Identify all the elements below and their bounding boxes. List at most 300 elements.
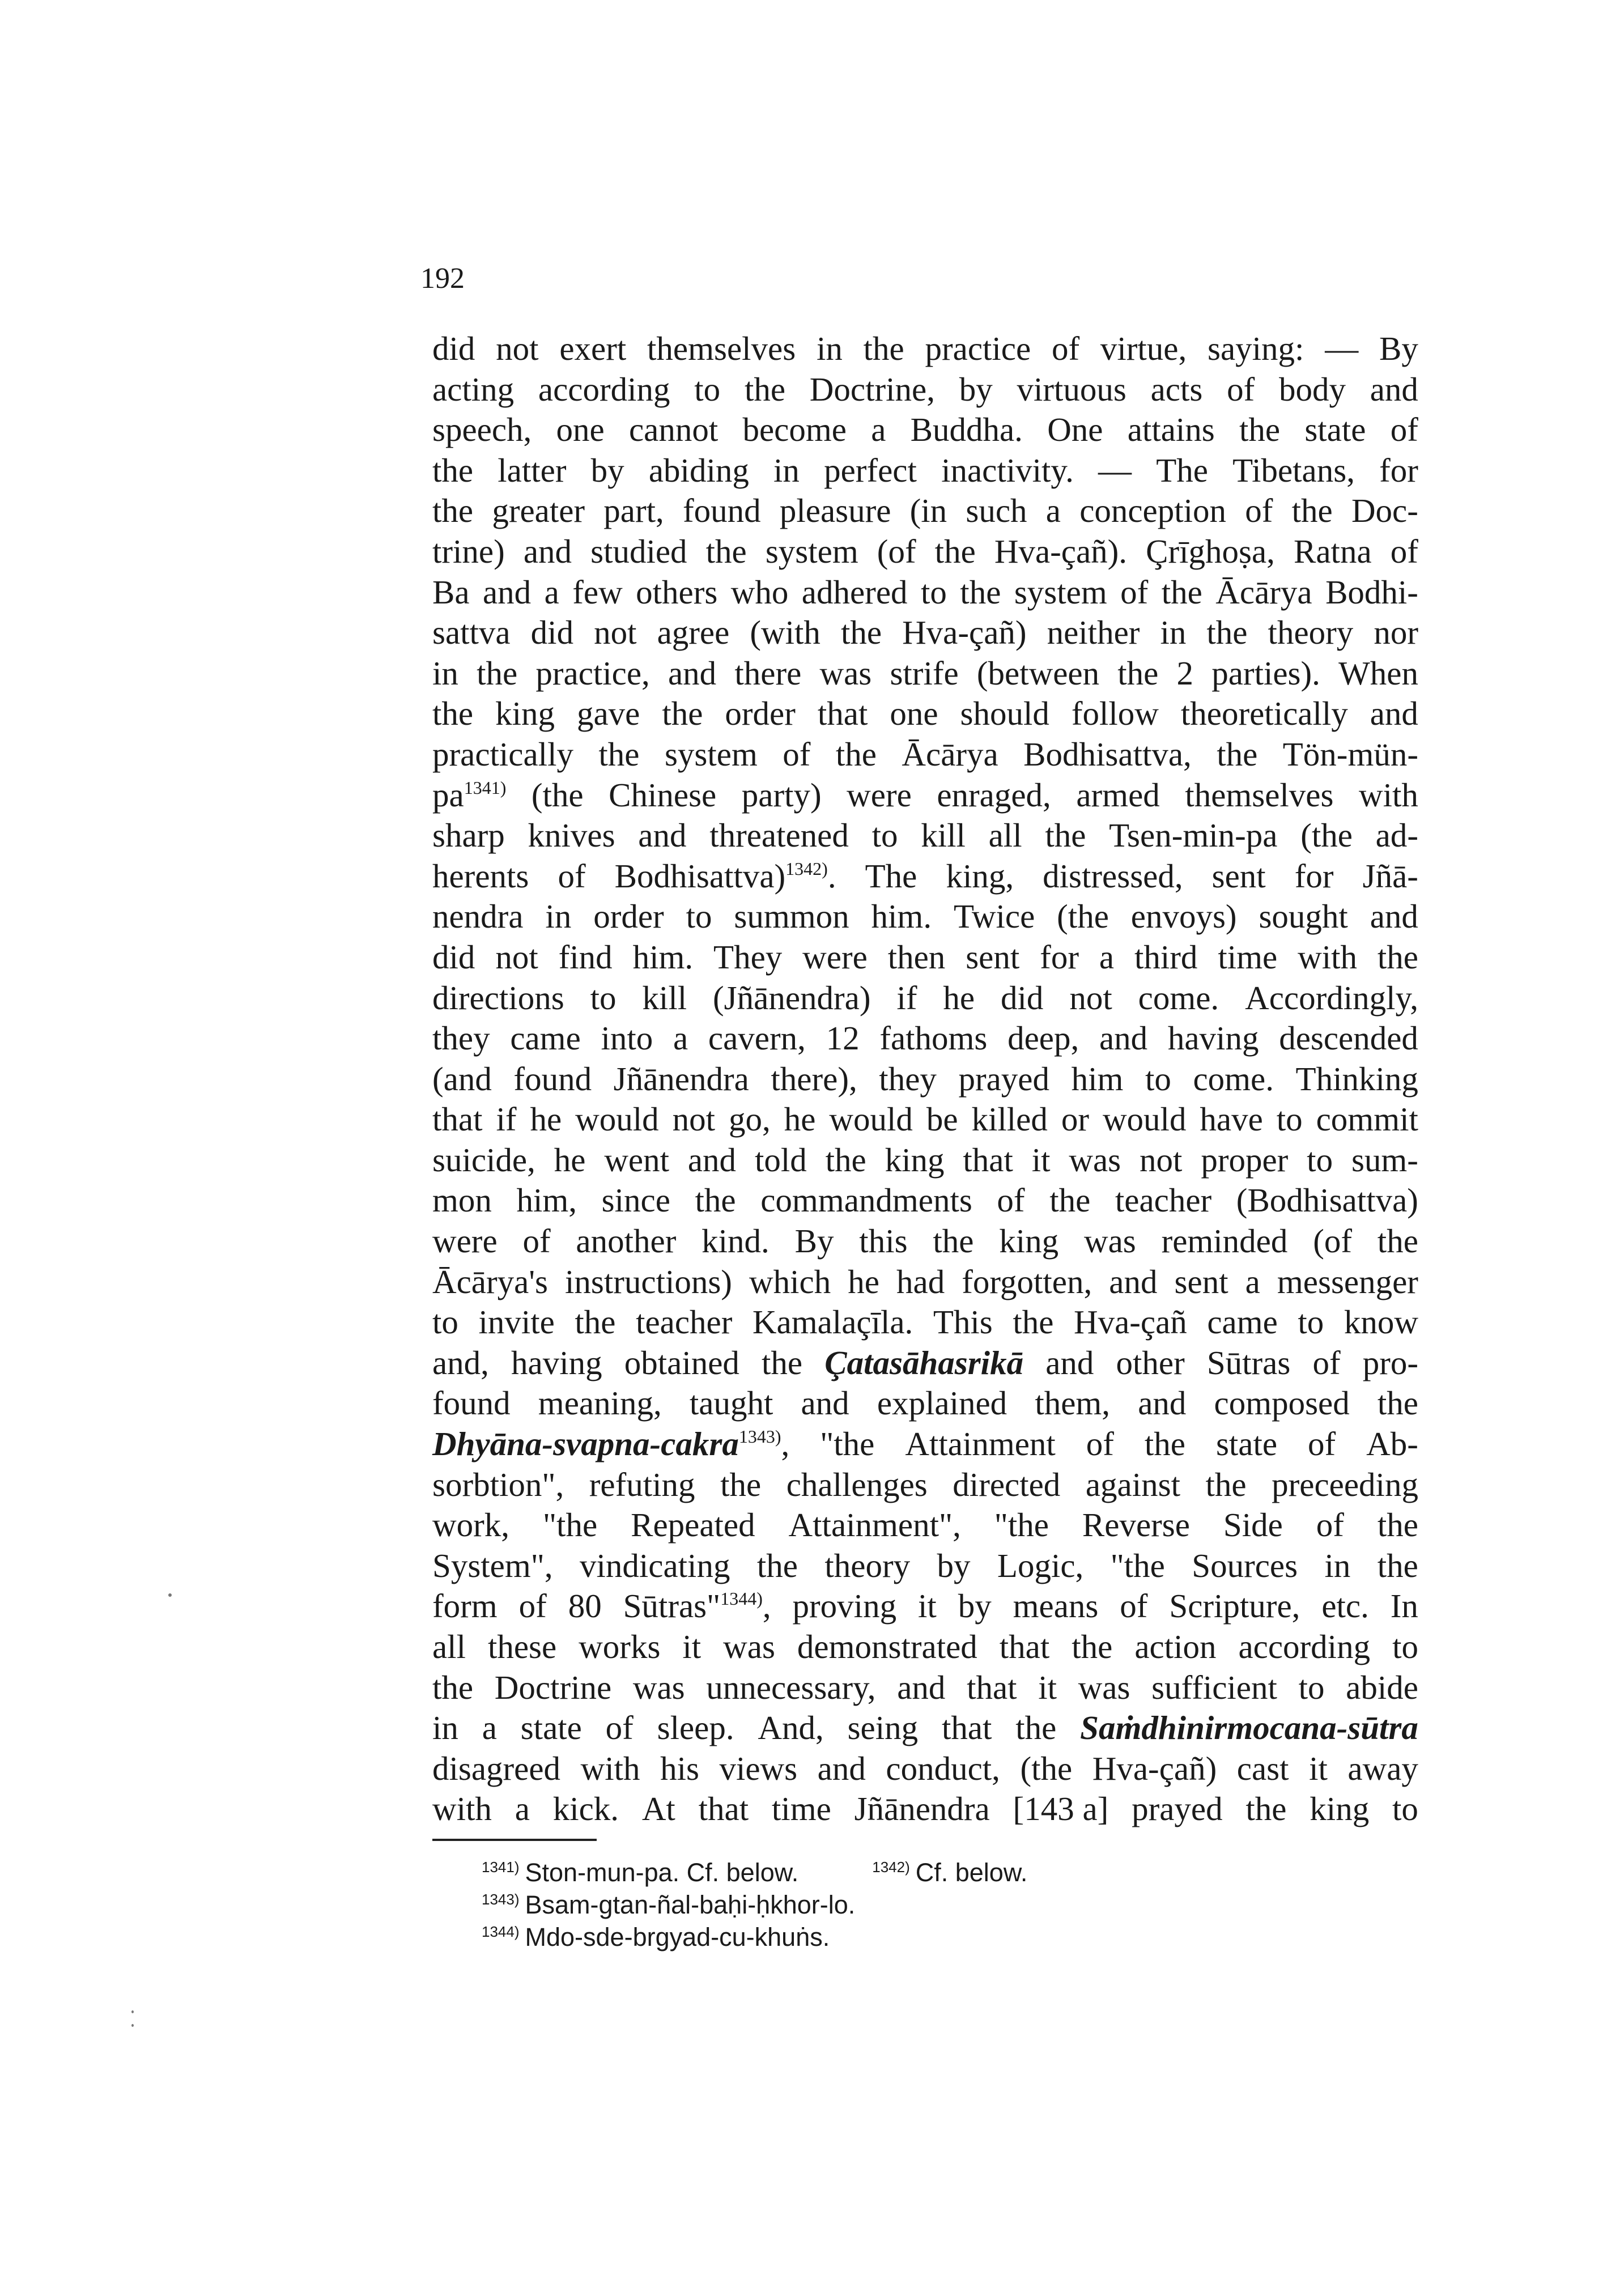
word: come. [1138,979,1219,1017]
word: state [520,1709,582,1747]
word: Jñā- [1362,857,1418,895]
word: form [432,1587,498,1625]
word: "the [1110,1546,1165,1584]
word: system [664,735,758,773]
word: had [896,1262,945,1300]
word: a [515,1790,530,1828]
word: to [1392,1790,1418,1828]
word: and [1370,898,1418,936]
word: "the [820,1425,875,1463]
word: them, [1035,1384,1111,1422]
word: Scripture, [1169,1587,1300,1625]
word: not [672,1100,715,1138]
word: in [816,330,843,367]
word: went [604,1141,669,1179]
word: cavern, [708,1019,806,1057]
word: know [1344,1303,1418,1341]
word: the [1013,1303,1054,1341]
word: for [1040,938,1079,976]
word: he [848,1262,879,1300]
text-line [432,491,1418,532]
word: was [1083,1222,1136,1260]
word-group [432,1424,789,1465]
word: strife [890,654,959,692]
word: if [896,979,917,1017]
word: Buddha. [910,411,1023,449]
word: Sūtras" [623,1587,721,1625]
word: to [694,370,721,408]
word: the [662,695,703,733]
word: neither [1047,614,1140,652]
word: kind. [702,1222,770,1260]
word: have [1200,1100,1263,1138]
word: Doc- [1351,492,1418,530]
word: conception [1079,492,1227,530]
word: refuting [589,1465,695,1503]
word: By [794,1222,834,1260]
word: proper [1201,1141,1289,1179]
word: for [1294,857,1334,895]
word: inactivity. [941,451,1074,489]
word: summon [734,898,849,936]
word: Attainment", [788,1506,961,1544]
text-line [432,1180,1418,1221]
word: themselves [647,330,796,367]
word: and [1370,695,1418,733]
word: the [1377,1506,1418,1544]
word: did [1001,979,1044,1017]
word: practice, [535,654,650,692]
word: (of [877,532,916,570]
scan-speck [131,2010,134,2013]
word: taught [689,1384,773,1422]
word: system [1014,573,1107,611]
word: Logic, [997,1546,1084,1584]
footnote-marker: 1343) [738,1426,781,1447]
word: envoys) [1130,898,1237,936]
word: the [720,1465,762,1503]
word: suicide, [432,1141,535,1179]
word: (Bodhisattva) [1236,1181,1418,1219]
word: he [530,1100,562,1138]
word: The [865,857,917,895]
word: the [575,1303,616,1341]
word: messenger [1277,1262,1418,1300]
word: Doctrine, [809,370,935,408]
text-line [432,937,1418,978]
punctuation: , [762,1587,771,1625]
word: composed [1214,1384,1350,1422]
word: teacher [636,1303,733,1341]
word: that [817,695,868,733]
word: nor [1374,614,1418,652]
word: seing [847,1709,919,1747]
word: "the [542,1506,598,1544]
word: king, [946,857,1014,895]
word-group [432,775,506,816]
word: according [1238,1628,1371,1665]
word: obtained [624,1343,739,1381]
word: vindicating [580,1546,730,1584]
word: of [518,1587,547,1625]
word: by [959,370,993,408]
word: disagreed [432,1749,561,1787]
word: Tsen-min-pa [1109,817,1278,854]
word: preceeding [1272,1465,1418,1503]
word: him. [632,938,694,976]
word: Jñānendra [854,1790,990,1828]
text-line [432,1465,1418,1506]
word: having [511,1343,602,1381]
word: Jñānendra [613,1060,749,1098]
word-group [623,1586,771,1627]
word: acts [1150,370,1203,408]
word: against [1085,1465,1180,1503]
word: the [825,1141,866,1179]
word: the [432,1668,474,1706]
word: Ācārya [1215,573,1312,611]
word: king [1310,1790,1370,1828]
word: that [941,1709,992,1747]
word: of [1227,370,1255,408]
footnote-row [482,1921,1332,1953]
word: and [817,1749,866,1787]
word: mon [432,1181,492,1219]
word: Bodhisattva, [1023,735,1192,773]
word: At [641,1790,675,1828]
word: of [1390,411,1418,449]
word: a [871,411,886,449]
word: not [594,614,637,652]
word: that [698,1790,749,1828]
word: not [496,330,539,367]
word: his [660,1749,699,1787]
footnote-marker: 1342) [785,858,828,879]
word: to [1298,1303,1324,1341]
word: and [638,817,687,854]
word: and [1138,1384,1187,1422]
word: one [556,411,605,449]
punctuation: . [827,857,836,895]
footnote-text: Cf. below. [915,1858,1028,1887]
text-line [432,1302,1418,1343]
word: theory [824,1546,911,1584]
word: a [1045,492,1061,530]
word: were [432,1222,498,1260]
word: This [933,1303,993,1341]
word: others [636,573,718,611]
word: forgotten, [962,1262,1092,1300]
word: a [544,573,559,611]
word: threatened [709,817,849,854]
word: Sources [1192,1546,1298,1584]
word: state [1304,411,1366,449]
word: Thinking [1295,1060,1418,1098]
word: greater [492,492,585,530]
word: sent [966,938,1020,976]
text-line [432,1262,1418,1303]
text-line [432,1059,1418,1100]
word: would [1102,1100,1187,1138]
word: would [829,1100,913,1138]
word: state [1215,1425,1278,1463]
word: virtue, [1100,330,1187,367]
word: the [1291,492,1333,530]
word: the [1377,1222,1418,1260]
word: instructions) [564,1262,732,1300]
word: commit [1316,1100,1418,1138]
word: the [1072,1628,1113,1665]
text-line [432,815,1418,856]
word: king [885,1141,945,1179]
word: views [719,1749,798,1787]
word: to [432,1303,458,1341]
word: Hva-çañ) [1092,1749,1217,1787]
word: the [1161,573,1202,611]
word: all [988,817,1022,854]
word: They [713,938,783,976]
word: and [668,654,717,692]
word: speech, [432,411,532,449]
word: him [1071,1060,1124,1098]
word: by [937,1546,971,1584]
word: latter [498,451,567,489]
word: Çatasāhasrikā [824,1343,1024,1381]
word: not [1069,979,1112,1017]
word: themselves [1185,776,1334,814]
word: directed [953,1465,1061,1503]
word: and [1370,370,1418,408]
word: ad- [1375,817,1418,854]
word: (of [1313,1222,1352,1260]
word: found [513,1060,592,1098]
word: was [819,654,872,692]
word: theoretically [1180,695,1348,733]
word: (Jñānendra) [713,979,871,1017]
footnote-row [482,1856,1332,1889]
word: body [1279,370,1346,408]
word: the [762,1343,803,1381]
word: saying: [1208,330,1304,367]
word: the [1117,654,1159,692]
word: And, [758,1709,824,1747]
word: the [1245,1790,1287,1828]
footnote-text: Bsam-gtan-ñal-baḥi-ḥkhor-lo. [525,1890,856,1919]
word: he [554,1141,586,1179]
word: there), [771,1060,857,1098]
word: armed [1076,776,1160,814]
word: and [897,1668,946,1706]
word: pa [432,776,464,814]
word: (with [750,614,820,652]
word: and [523,532,572,570]
word: exert [559,330,627,367]
punctuation: , [781,1425,790,1463]
word: to [1145,1060,1171,1098]
word: Dhyāna-svapna-cakra [432,1425,739,1463]
word: perfect [824,451,917,489]
text-line [432,734,1418,775]
word: sought [1259,898,1348,936]
word: 12 [826,1019,860,1057]
word: — [1325,330,1359,367]
word: a [1245,1262,1260,1300]
text-line [432,1586,1418,1627]
word: order [725,695,796,733]
text-line [432,1505,1418,1546]
word: sattva [432,614,511,652]
word: that [967,1668,1017,1706]
word: Tibetans, [1232,451,1355,489]
word: studied [590,532,687,570]
word: the [432,695,474,733]
footnote-number: 1344) [482,1923,520,1940]
word: were [802,938,868,976]
word: time [771,1790,831,1828]
word: Hva-çañ [1073,1303,1187,1341]
word: and [1045,1343,1094,1381]
word: of [1390,532,1418,570]
word: third [1134,938,1198,976]
text-line [432,532,1418,572]
text-line [432,1099,1418,1140]
word: into [601,1019,653,1057]
word: descended [1279,1019,1418,1057]
word: the [598,735,640,773]
word: proving [792,1587,897,1625]
word: of [1120,1587,1148,1625]
word: Ācārya [902,735,998,773]
word: invite [478,1303,555,1341]
word: the [863,330,904,367]
word: — [1098,451,1132,489]
word: and [1109,1262,1158,1300]
word: the [933,1222,974,1260]
word: killed [971,1100,1048,1138]
word: work, [432,1506,510,1544]
word: with [1298,938,1357,976]
word: gave [576,695,640,733]
word: was [1078,1668,1130,1706]
word: Bodhi- [1325,573,1418,611]
word: it [1309,1749,1328,1787]
text-line [432,653,1418,694]
word: means [1013,1587,1099,1625]
footnote-text: Ston-mun-pa. Cf. below. [525,1858,799,1887]
word: cannot [628,411,719,449]
text-line [432,978,1418,1019]
word: In [1390,1587,1418,1625]
footnote-text: Mdo-sde-brgyad-cu-khuṅs. [525,1923,830,1951]
word: not [495,938,538,976]
text-line [432,1708,1418,1749]
word: the [1377,938,1418,976]
word: this [859,1222,908,1260]
word: or [1061,1100,1089,1138]
text-line [432,329,1418,369]
word: challenges [786,1465,928,1503]
word: Tön-mün- [1282,735,1418,773]
word: [143 a] [1013,1790,1109,1828]
word: and [482,573,532,611]
word: kick. [552,1790,619,1828]
word: meaning, [538,1384,662,1422]
word: the [1049,1181,1091,1219]
word: find [558,938,613,976]
page-number: 192 [420,262,465,295]
word: that [432,1100,483,1138]
word: Attainment [905,1425,1056,1463]
word: a [1099,938,1115,976]
word: came [1207,1303,1278,1341]
word: king [999,1222,1059,1260]
text-line [432,1627,1418,1668]
word: these [487,1628,557,1665]
word: (the [1020,1749,1073,1787]
word: the [1377,1384,1418,1422]
word: virtuous [1017,370,1126,408]
footnote-number: 1343) [482,1891,520,1908]
text-line [432,1546,1418,1587]
word: trine) [432,532,505,570]
word: he [784,1100,816,1138]
word: of [1308,1425,1336,1463]
word: found [432,1384,511,1422]
word: with [1359,776,1418,814]
word: of [1051,330,1080,367]
word: to [590,979,617,1017]
text-line [432,1343,1418,1384]
word: become [742,411,847,449]
word: in [773,451,800,489]
word: of [997,1181,1025,1219]
word: practice [925,330,1031,367]
word: go, [728,1100,771,1138]
word: Bodhisattva) [614,857,786,895]
word: agree [657,614,730,652]
word: Ab- [1366,1425,1418,1463]
word: of [1245,492,1273,530]
word: Accordingly, [1245,979,1418,1017]
word: sum- [1351,1141,1418,1179]
word: in [545,898,572,936]
word: with [432,1790,492,1828]
text-line [432,572,1418,613]
word-group [615,856,836,897]
word: When [1338,654,1418,692]
word: Doctrine [494,1668,612,1706]
footnote-number: 1341) [482,1859,520,1876]
word: By [1379,330,1418,367]
word: the [1015,1709,1057,1747]
word: conduct, [886,1749,1000,1787]
word: were [847,776,912,814]
word: there [734,654,802,692]
word: of [1086,1425,1114,1463]
word: prayed [1132,1790,1223,1828]
word: of [783,735,811,773]
word: came [510,1019,581,1057]
word: according [538,370,670,408]
word: attains [1127,411,1215,449]
word: and, [432,1343,489,1381]
word: Kamalaçīla. [752,1303,913,1341]
word: 80 [568,1587,602,1625]
word: action [1134,1628,1217,1665]
word: and [687,1141,737,1179]
text-line [432,856,1418,897]
word: the [835,735,877,773]
